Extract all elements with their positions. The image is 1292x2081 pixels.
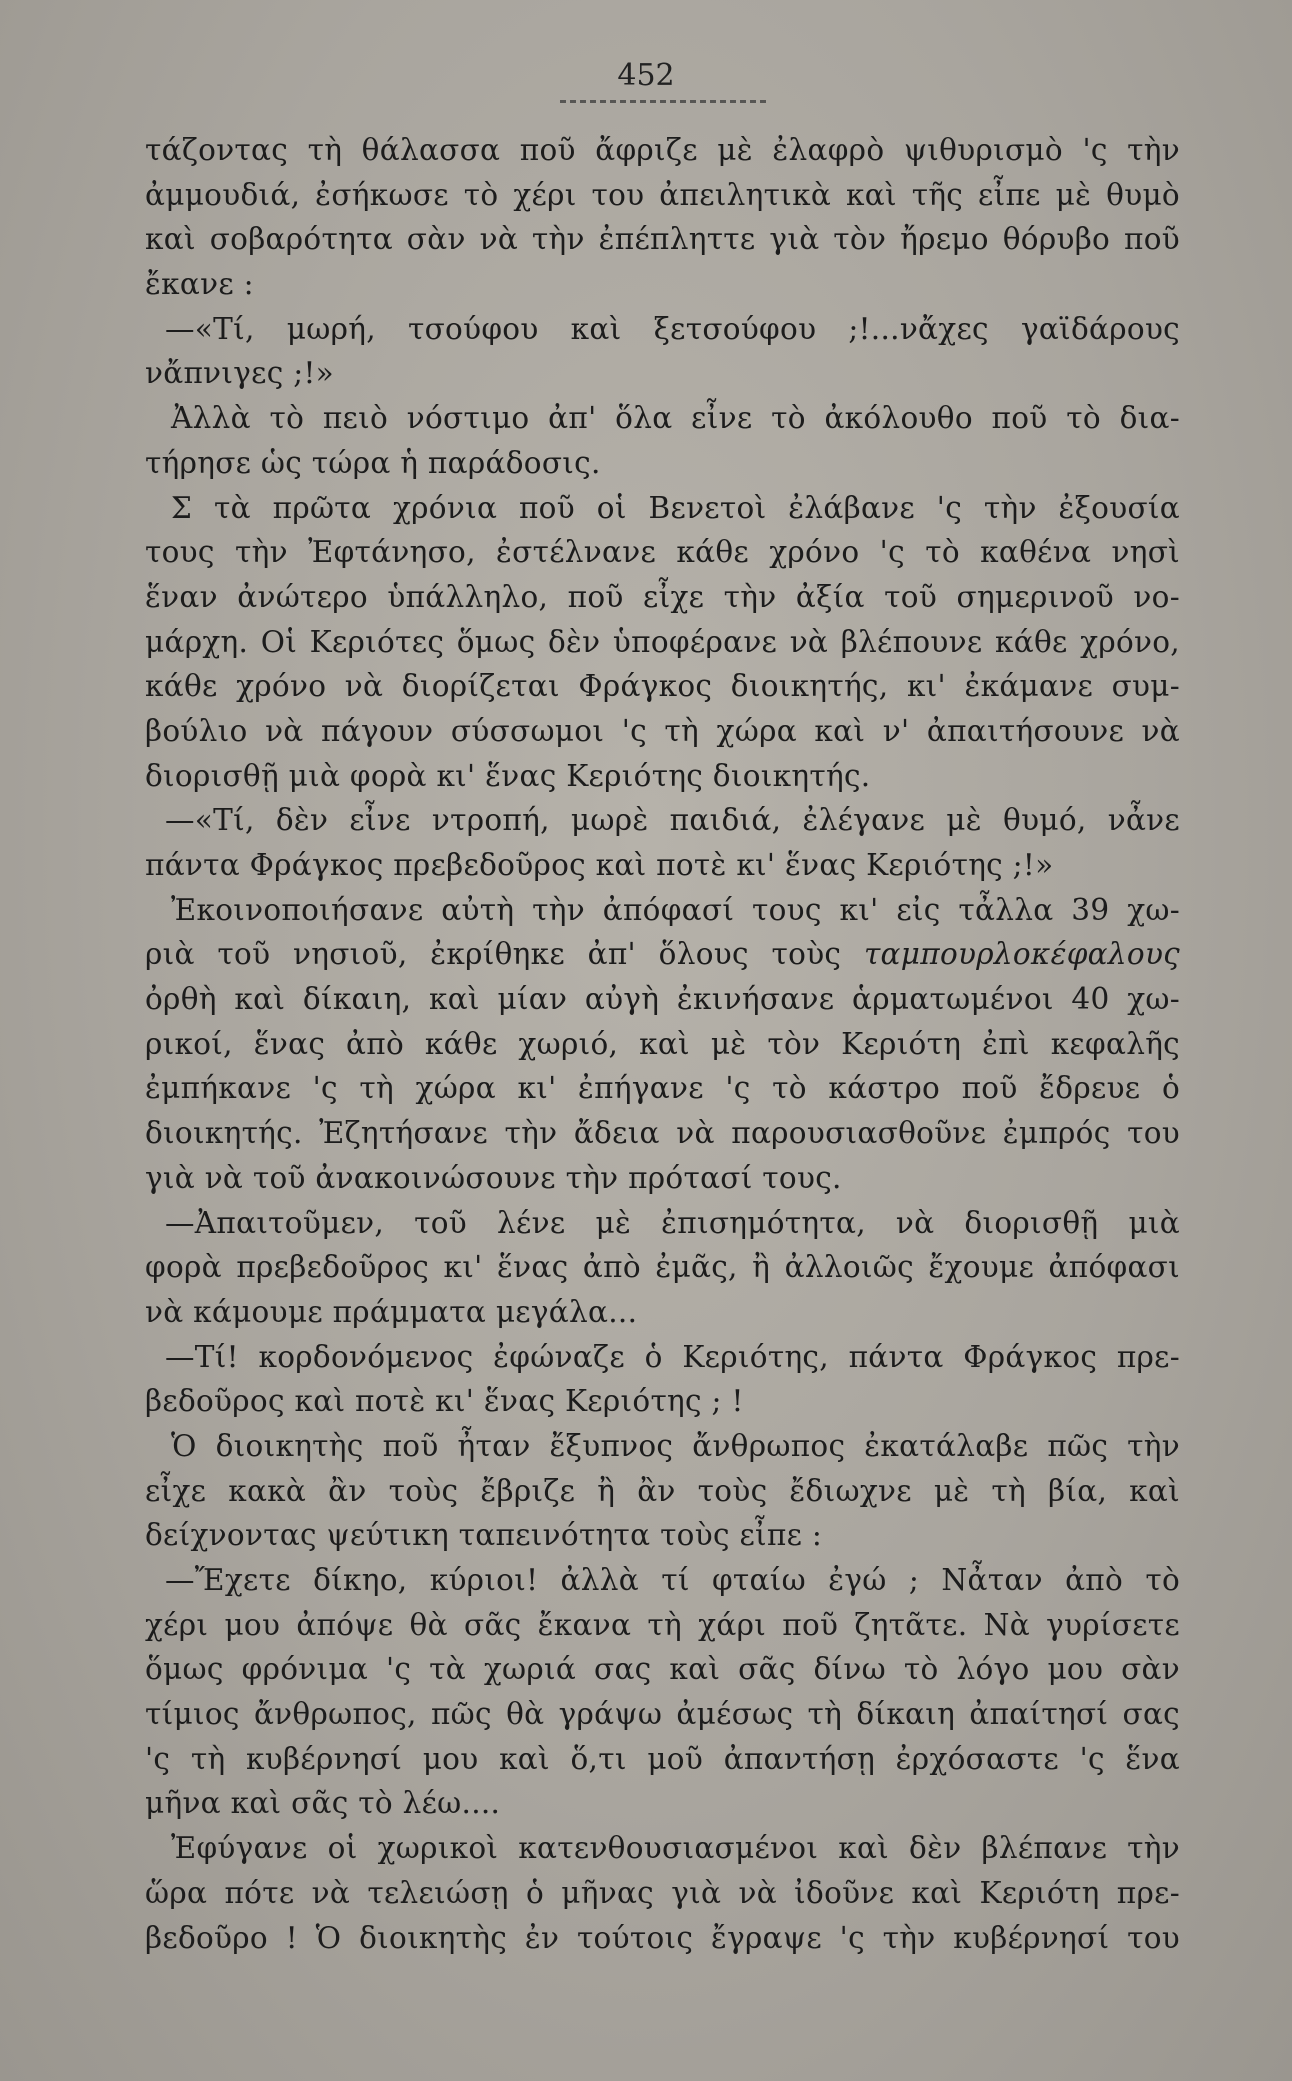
text-line: βούλιο νὰ πάγουν σύσσωμοι 'ς τὴ χώρα καὶ ν' ἀπαιτήσουνε νὰ <box>145 713 1180 748</box>
text-line: ὥρα πότε νὰ τελειώσῃ ὁ μῆνας γιὰ νὰ ἰδοῦνε καὶ Κεριότη πρε- <box>145 1875 1180 1910</box>
text-line: —Ἀπαιτοῦμεν, τοῦ λένε μὲ ἐπισημότητα, νὰ διορισθῇ μιὰ <box>165 1205 1180 1240</box>
body-text <box>145 128 1180 1960</box>
text-line: —Τί! κορδονόμενος ἐφώναζε ὁ Κεριότης, πάντα Φράγκος πρε- <box>165 1339 1180 1374</box>
text-line: φορὰ πρεβεδοῦρος κι' ἕνας ἀπὸ ἐμᾶς, ἢ ἀλλοιῶς ἔχουμε ἀπόφασι <box>145 1250 1180 1285</box>
text-line: κάθε χρόνο νὰ διορίζεται Φράγκος διοικητής, κι' ἐκάμανε συμ- <box>145 669 1180 704</box>
text-line: μῆνα καὶ σᾶς τὸ λέω.... <box>145 1786 501 1821</box>
text-line: δείχνοντας ψεύτικη ταπεινότητα τοὺς εἶπε : <box>145 1518 823 1553</box>
text-line: ὅμως φρόνιμα 'ς τὰ χωριά σας καὶ σᾶς δίνω τὸ λόγο μου σὰν <box>145 1652 1180 1687</box>
text-line: ἕναν ἀνώτερο ὑπάλληλο, ποῦ εἶχε τὴν ἀξία τοῦ σημερινοῦ νο- <box>145 579 1180 614</box>
text-line: Ἀλλὰ τὸ πειὸ νόστιμο ἀπ' ὅλα εἶνε τὸ ἀκόλουθο ποῦ τὸ δια- <box>171 401 1180 436</box>
text-line: εἶχε κακὰ ἂν τοὺς ἔβριζε ἢ ἂν τοὺς ἔδιωχνε μὲ τὴ βία, καὶ <box>145 1473 1180 1508</box>
text-line: τήρησε ὡς τώρα ἡ παράδοσις. <box>145 445 601 480</box>
text-line: καὶ σοβαρότητα σὰν νὰ τὴν ἐπέπληττε γιὰ τὸν ἤρεμο θόρυβο ποῦ <box>145 222 1180 257</box>
text-line: χέρι μου ἀπόψε θὰ σᾶς ἔκανα τὴ χάρι ποῦ ζητᾶτε. Νὰ γυρίσετε <box>145 1607 1180 1642</box>
text-line: 'ς τὴ κυβέρνησί μου καὶ ὅ,τι μοῦ ἀπαντήσῃ ἐρχόσαστε 'ς ἕνα <box>145 1741 1180 1776</box>
text-line: μάρχη. Οἱ Κεριότες ὅμως δὲν ὑποφέρανε νὰ βλέπουνε κάθε χρόνο, <box>145 624 1180 659</box>
text-line: νἄπνιγες ;!» <box>145 356 334 391</box>
text-line: —Ἔχετε δίκηο, κύριοι! ἀλλὰ τί φταίω ἐγώ ; Νἆταν ἀπὸ τὸ <box>165 1563 1180 1597</box>
text-line: τους τὴν Ἐφτάνησο, ἐστέλνανε κάθε χρόνο 'ς τὸ καθένα νησὶ <box>145 535 1180 570</box>
text-line: διορισθῇ μιὰ φορὰ κι' ἕνας Κεριότης διοικητής. <box>145 758 871 793</box>
italic-word: ταμπουρλοκέφαλους <box>863 937 1180 972</box>
text-line: βεδοῦρο ! Ὁ διοικητὴς ἐν τούτοις ἔγραψε 'ς τὴν κυβέρνησί του <box>145 1920 1180 1955</box>
text-line: νὰ κάμουμε πράμματα μεγάλα... <box>145 1294 638 1329</box>
text-line: ὀρθὴ καὶ δίκαιη, καὶ μίαν αὐγὴ ἐκινήσανε ἁρματωμένοι 40 χω- <box>145 982 1180 1017</box>
text-line: Ἐκοινοποιήσανε αὐτὴ τὴν ἀπόφασί τους κι' εἰς τἆλλα 39 χω- <box>171 892 1180 927</box>
text-line: —«Τί, δὲν εἶνε ντροπή, μωρὲ παιδιά, ἐλέγανε μὲ θυμό, νἆνε <box>165 803 1180 838</box>
text-line: Σ τὰ πρῶτα χρόνια ποῦ οἱ Βενετοὶ ἐλάβανε 'ς τὴν ἐξουσία <box>171 490 1180 525</box>
text-line: πάντα Φράγκος πρεβεδοῦρος καὶ ποτὲ κι' ἕνας Κεριότης ;!» <box>145 848 1054 882</box>
text-line: γιὰ νὰ τοῦ ἀνακοινώσουνε τὴν πρότασί τους. <box>145 1160 842 1195</box>
text-line: βεδοῦρος καὶ ποτὲ κι' ἕνας Κεριότης ; ! <box>145 1384 744 1419</box>
text-line: Ἐφύγανε οἱ χωρικοὶ κατενθουσιασμένοι καὶ δὲν βλέπανε τὴν <box>171 1831 1180 1866</box>
text-line: ριὰ τοῦ νησιοῦ, ἐκρίθηκε ἀπ' ὅλους τοὺς ταμπουρλοκέφαλους <box>145 937 1180 972</box>
text-line: ἐμπήκανε 'ς τὴ χώρα κι' ἐπήγανε 'ς τὸ κάστρο ποῦ ἔδρευε ὁ <box>145 1071 1180 1106</box>
text-line: ἀμμουδιά, ἐσήκωσε τὸ χέρι του ἀπειλητικὰ καὶ τῆς εἶπε μὲ θυμὸ <box>145 177 1180 212</box>
text-line: τίμιος ἄνθρωπος, πῶς θὰ γράψω ἀμέσως τὴ δίκαιη ἀπαίτησί σας <box>145 1697 1180 1732</box>
text-line: διοικητής. Ἐζητήσανε τὴν ἄδεια νὰ παρουσιασθοῦνε ἐμπρός του <box>145 1116 1180 1151</box>
text-line: —«Τί, μωρή, τσούφου καὶ ξετσούφου ;!...νἄχες γαϊδάρους <box>165 311 1180 346</box>
page-number-rule <box>560 100 770 103</box>
text-line: ρικοί, ἕνας ἀπὸ κάθε χωριό, καὶ μὲ τὸν Κεριότη ἐπὶ κεφαλῆς <box>145 1026 1180 1061</box>
text-line: ἔκανε : <box>145 267 254 302</box>
page-number: 452 <box>617 58 675 93</box>
text-line: Ὁ διοικητὴς ποῦ ἦταν ἔξυπνος ἄνθρωπος ἐκατάλαβε πῶς τὴν <box>171 1428 1180 1463</box>
text-line: τάζοντας τὴ θάλασσα ποῦ ἄφριζε μὲ ἐλαφρὸ ψιθυρισμὸ 'ς τὴν <box>145 133 1180 167</box>
